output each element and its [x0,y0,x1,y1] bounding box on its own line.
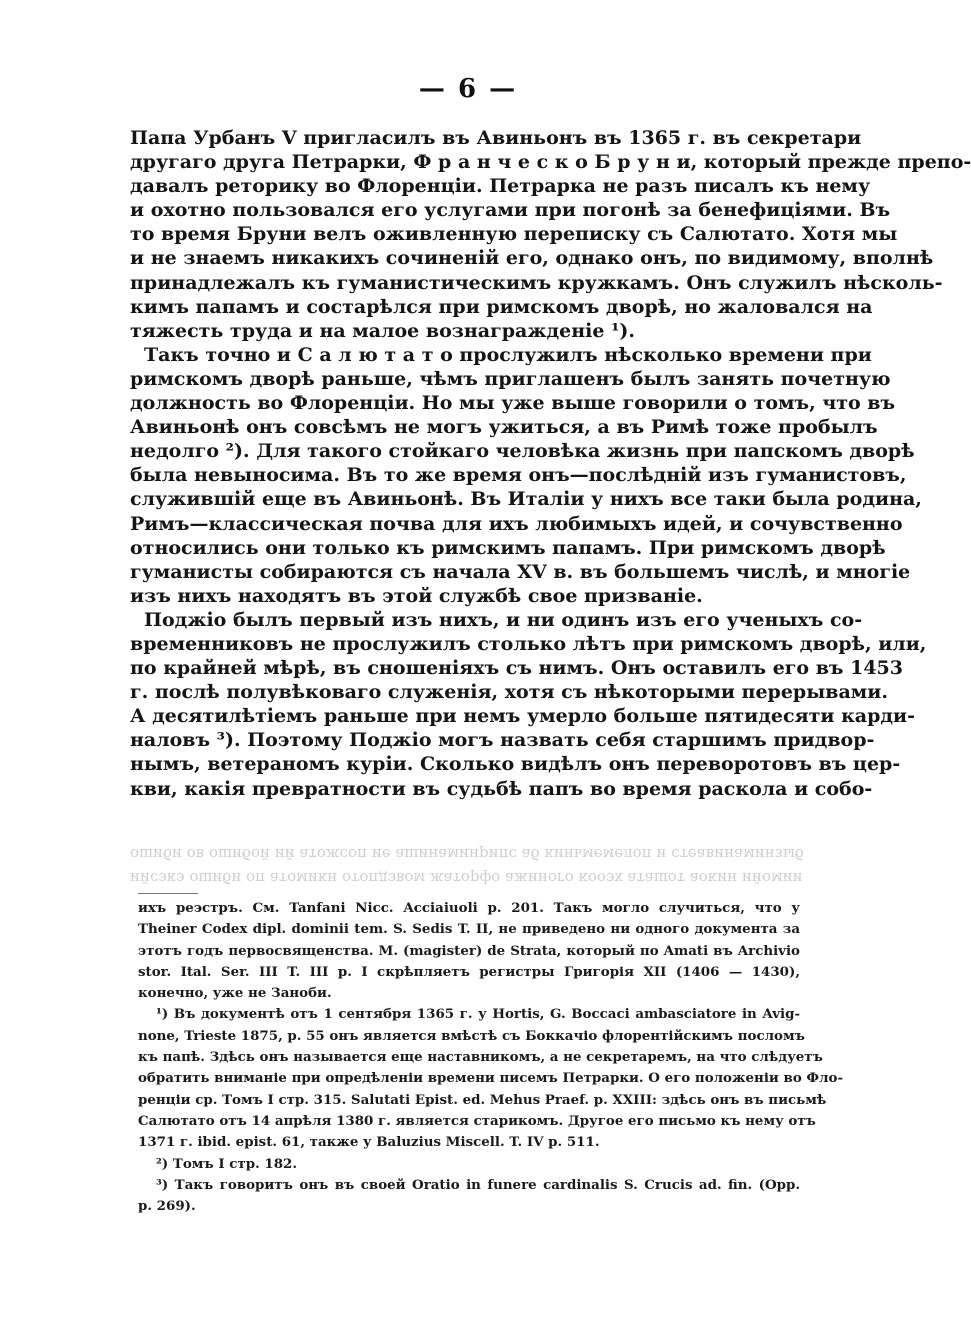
bleed-through-line: ийсэкэ ошиби оп атомикн отопдэвом жаторфо ажиного кооэх аташот аокин ийомии [130,869,803,887]
text-line: давалъ реторику во Флоренціи. Петрарка не разъ писалъ къ нему [130,175,871,198]
text-line: по крайней мѣрѣ, въ сношеніяхъ съ нимъ. Онъ оставилъ его въ 1453 [130,657,903,680]
footnote-line: конечно, уже не Заноби. [138,985,332,1002]
footnotes-block [138,898,844,1217]
footnote-separator [138,893,198,894]
footnote-line: этотъ годъ первосвященства. M. (magister) de Strata, который по Amati въ Archivio [138,942,800,959]
text-line: Римъ—классическая почва для ихъ любимыхъ идей, и сочувственно [130,512,903,535]
footnote-line: stor. Ital. Ser. III T. III p. I скрѣпляетъ регистры Григорія XII (1406 — 1430), [138,963,800,980]
text-line: и не знаемъ никакихъ сочиненій его, однако онъ, по видимому, вполнѣ [130,247,934,270]
footnote-line: ²) Томъ I стр. 182. [156,1155,298,1172]
bleed-through-line: ошиби ов ошибой ий атожсоп ие ашинаминрипс аб киньмемелоп и стеавинаминзыб [130,845,804,863]
text-line: кви, какія превратности въ судьбѣ папъ во время раскола и собо- [130,777,873,800]
text-line: и охотно пользовался его услугами при погонѣ за бенефиціями. Въ [130,199,891,222]
footnote-line: ренціи ср. Томъ I стр. 315. Salutati Epist. ed. Mehus Praef. p. XXIII: здѣсь онъ въ письмѣ [138,1091,827,1108]
text-line: Папа Урбанъ V пригласилъ въ Авиньонъ въ 1365 г. въ секретари [130,127,862,149]
text-line: римскомъ дворѣ раньше, чѣмъ приглашенъ былъ занять почетную [130,367,891,390]
text-line: Авиньонѣ онъ совсѣмъ не могъ ужиться, а въ Римѣ тоже пробылъ [130,416,878,439]
footnote-line: 1371 г. ibid. epist. 61, также у Baluzius Miscell. T. IV p. 511. [138,1134,600,1151]
footnote-line: къ папѣ. Здѣсь онъ называется еще наставникомъ, а не секретаремъ, на что слѣдуетъ [138,1049,823,1066]
footnote-line: Theiner Codex dipl. dominii tem. S. Sedis T. II, не приведено ни одного документа за [138,921,800,938]
text-line: Такъ точно и С а л ю т а т о прослужилъ нѣсколько времени при [144,343,872,366]
text-line: недолго ²). Для такого стойкаго человѣка жизнь при папскомъ дворѣ [130,440,915,463]
text-line: была невыносима. Въ то же время онъ—послѣдній изъ гуманистовъ, [130,464,907,487]
footnote-line: ¹) Въ документѣ отъ 1 сентября 1365 г. у Hortis, G. Boccaci ambasciatore in Avig- [156,1006,800,1023]
text-line: А десятилѣтіемъ раньше при немъ умерло больше пятидесяти карди- [130,705,916,728]
text-line: кимъ папамъ и состарѣлся при римскомъ дворѣ, но жаловался на [130,295,873,318]
text-line: г. послѣ полувѣковаго служенія, хотя съ нѣкоторыми перерывами. [130,681,888,704]
footnote-line: ³) Такъ говоритъ онъ въ своей Oratio in funere cardinalis S. Crucis ad. fin. (Opp. [156,1176,800,1193]
text-line: тяжесть труда и на малое вознагражденіе ¹). [130,319,636,342]
text-line: относились они только къ римскимъ папамъ. При римскомъ дворѣ [130,536,886,559]
footnote-line: ихъ реэстръ. См. Tanfani Nicc. Acciaiuoli p. 201. Такъ могло случиться, что у [138,900,800,916]
main-text-block [130,126,971,801]
text-line: изъ нихъ находятъ въ этой службѣ свое призваніе. [130,584,703,607]
text-line: другаго друга Петрарки, Ф р а н ч е с к о Б р у н и, который прежде препо- [130,151,971,174]
footnote-line: Салютато отъ 14 апрѣля 1380 г. является старикомъ. Другое его письмо къ нему отъ [138,1112,816,1129]
page-number: — 6 — [418,74,518,104]
text-line: нымъ, ветераномъ куріи. Сколько видѣлъ онъ переворотовъ въ цер- [130,753,901,776]
text-line: принадлежалъ къ гуманистическимъ кружкамъ. Онъ служилъ нѣсколь- [130,271,943,294]
footnote-line: p. 269). [138,1198,196,1215]
footnote-line: none, Trieste 1875, p. 55 онъ является вмѣстѣ съ Боккачіо флорентійскимъ посломъ [138,1027,805,1044]
text-line: служившій еще въ Авиньонѣ. Въ Италіи у нихъ все таки была родина, [130,488,922,511]
text-line: Поджіо былъ первый изъ нихъ, и ни одинъ изъ его ученыхъ со- [144,608,863,631]
text-line: гуманисты собираются съ начала XV в. въ большемъ числѣ, и многіе [130,560,911,583]
text-line: временниковъ не прослужилъ столько лѣтъ при римскомъ дворѣ, или, [130,632,927,655]
text-line: должность во Флоренціи. Но мы уже выше говорили о томъ, что въ [130,392,896,415]
text-line: наловъ ³). Поэтому Поджіо могъ назвать себя старшимъ придвор- [130,729,875,752]
text-line: то время Бруни велъ оживленную переписку съ Салютато. Хотя мы [130,223,898,246]
footnote-line: обратить вниманіе при опредѣленіи времени писемъ Петрарки. О его положеніи во Фло- [138,1070,844,1087]
